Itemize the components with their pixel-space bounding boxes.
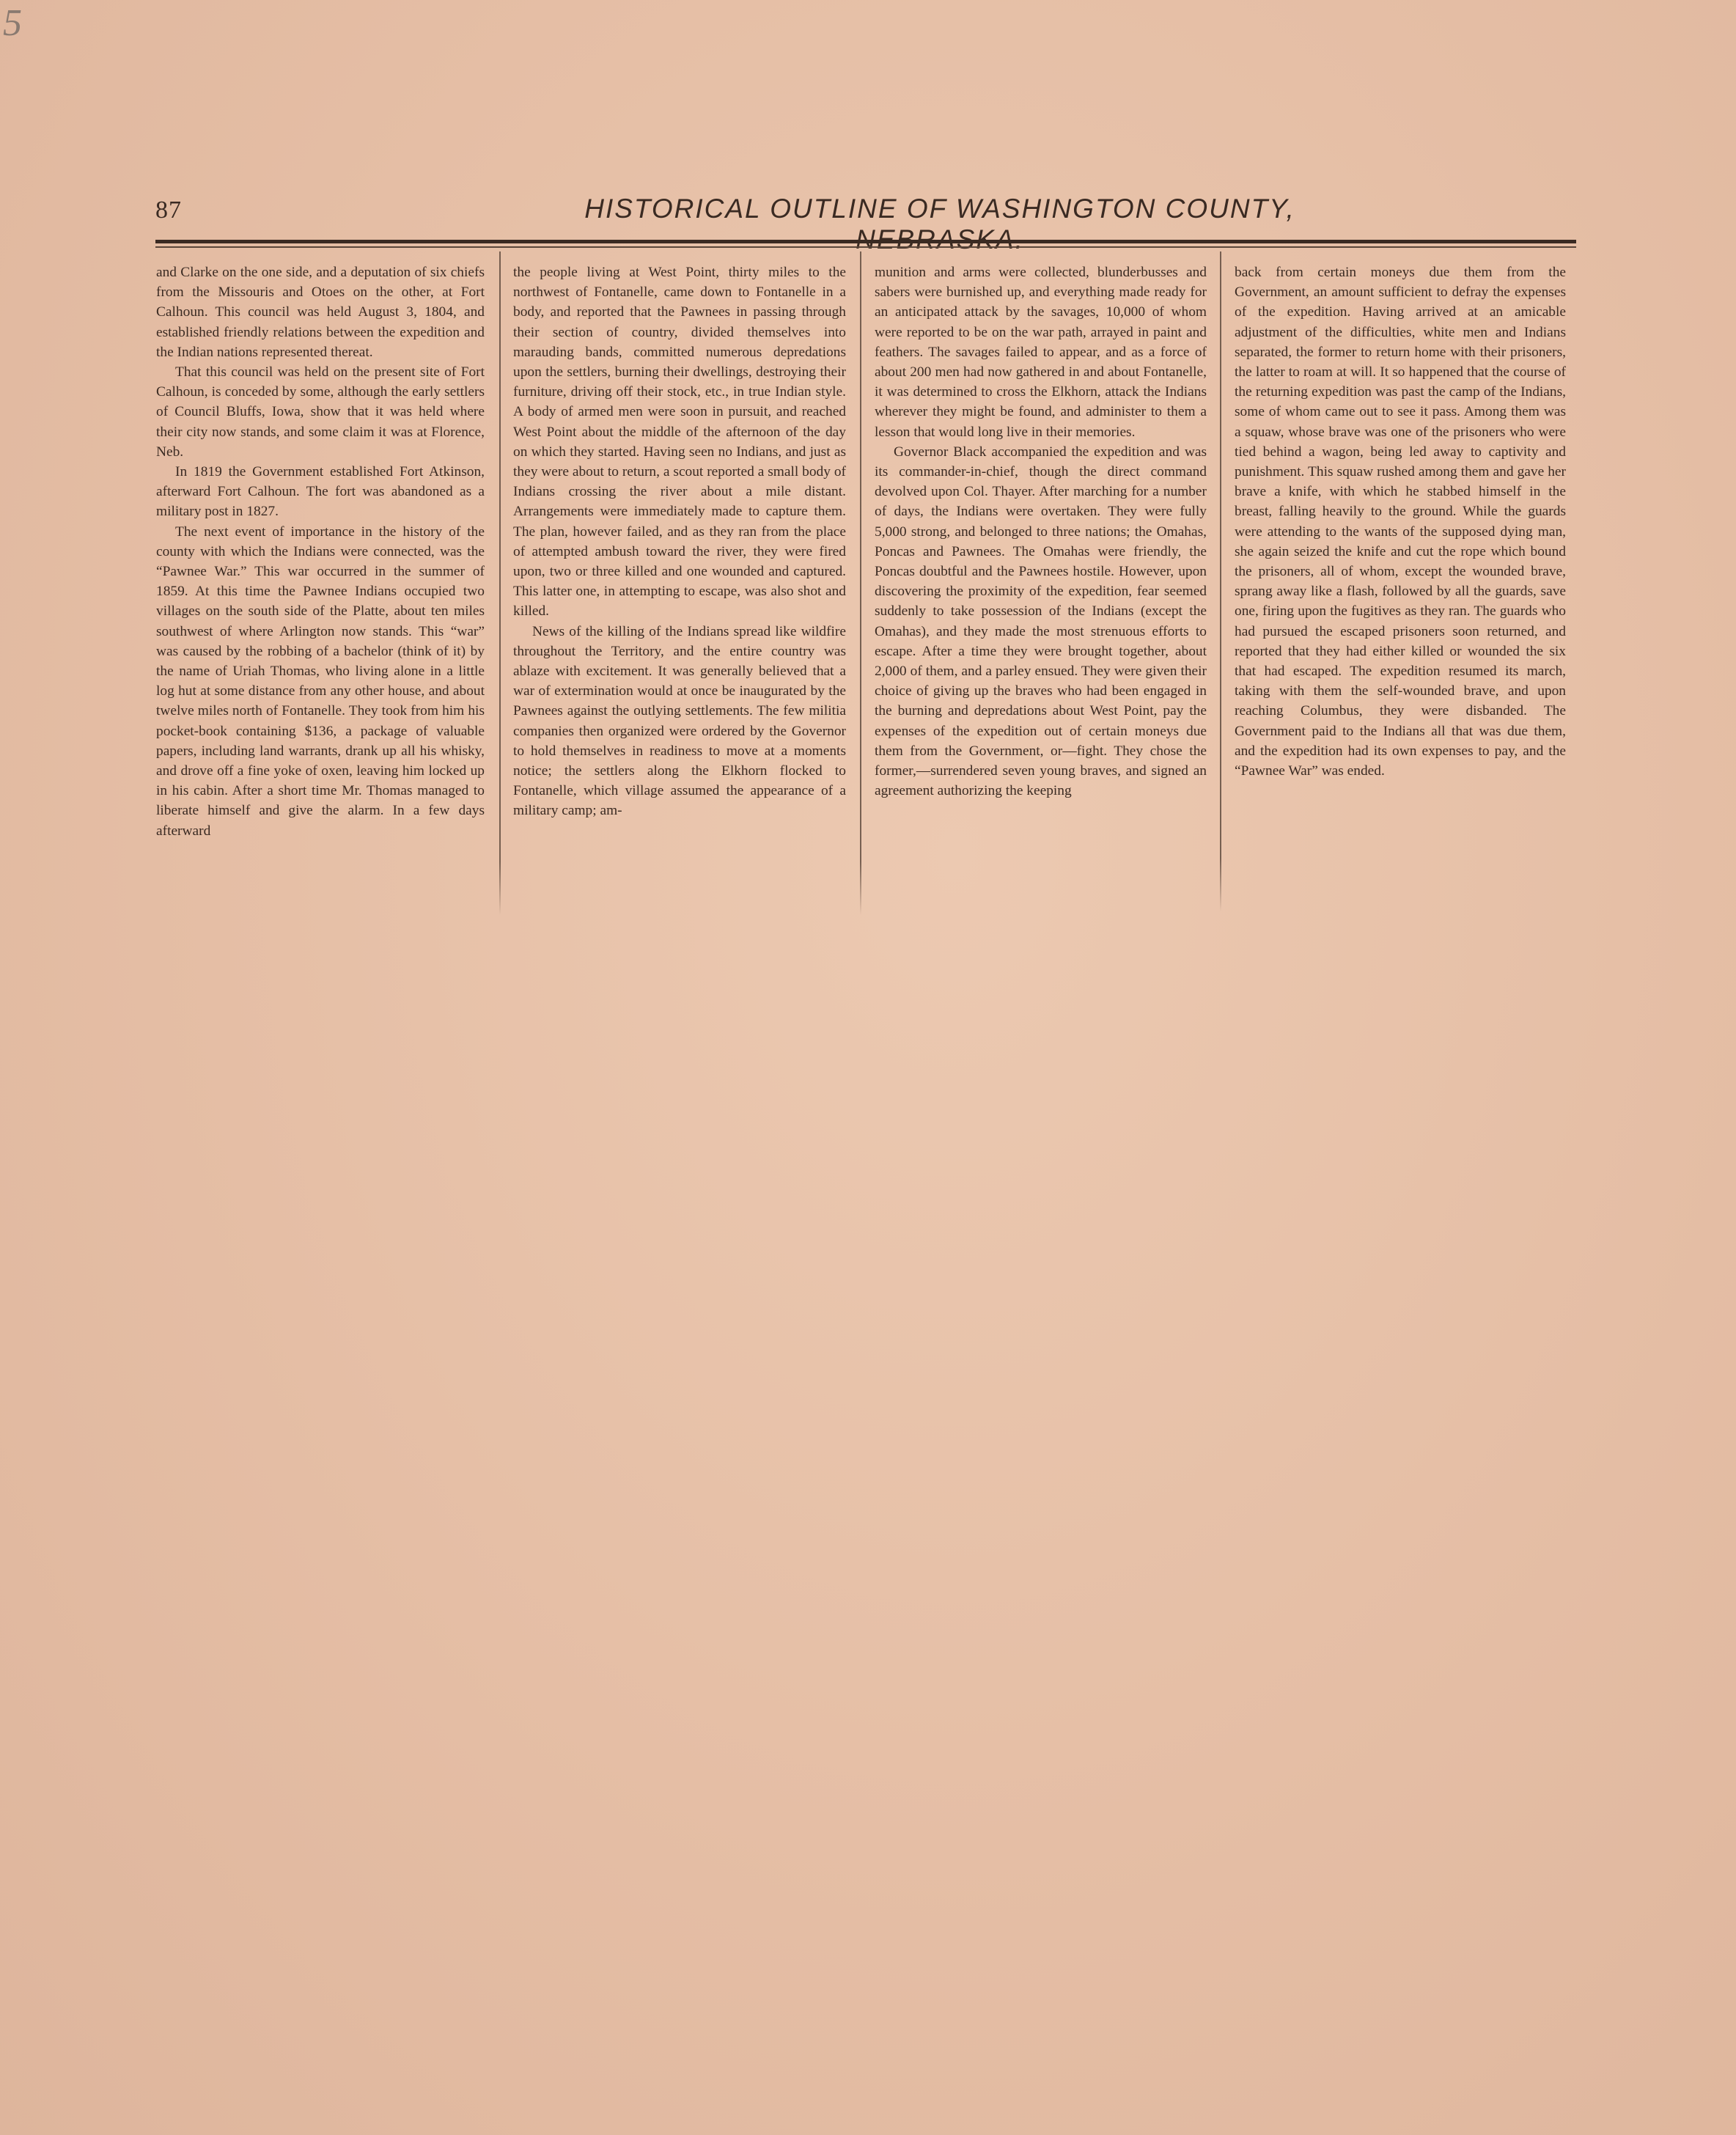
- header-rule-thick: [155, 240, 1576, 243]
- text-column-2: [513, 262, 846, 821]
- paragraph: Governor Black accompanied the expedition and was its commander-in-chief, though the direct command devolved upon Col. Thayer. After marching for a number of days, the Indians were overtaken. They were fully 5,000 strong, and belonged to three nations; the Omahas, Poncas and Pawnees. The Omahas were friendly, the Poncas doubtful and the Pawnees hostile. However, upon discovering the proximity of the expedition, fear seemed suddenly to take possession of the Indians (except the Omahas), and they made the most strenuous efforts to escape. After a time they were brought together, about 2,000 of them, and a parley ensued. They were given their choice of giving up the braves who had been engaged in the burning and depredations about West Point, pay the expenses of the expedition out of certain moneys due them from the Government, or—fight. They chose the former,—surrendered seven young braves, and signed an agreement authorizing the keeping: [875, 444, 1207, 799]
- running-title: HISTORICAL OUTLINE OF WASHINGTON COUNTY,: [584, 194, 1295, 224]
- text-column-4: [1235, 262, 1566, 781]
- column-divider: [1220, 251, 1221, 911]
- paragraph: The next event of importance in the history of the county with which the Indians were connected, was the “Pawnee War.” This war occurred in the summer of 1859. At this time the Pawnee Indians occupied two villages on the south side of the Platte, about ten miles southwest of where Arlington now stands. This “war” was caused by the robbing of a bachelor (think of it) by the name of Uriah Thomas, who living alone in a little log hut at some distance from any other house, and about twelve miles north of Fontanelle. They took from him his pocket-book containing $136, a package of valuable papers, including land warrants, drank up all his whisky, and drove off a fine yoke of oxen, leaving him locked up in his cabin. After a short time Mr. Thomas managed to liberate himself and give the alarm. In a few days afterward: [156, 523, 485, 839]
- paragraph: and Clarke on the one side, and a deputation of six chiefs from the Missouris and Otoes on the other, at Fort Calhoun. This council was held August 3, 1804, and established friendly relations between the expedition and the Indian nations represented thereat.: [156, 265, 485, 360]
- text-column-1: [156, 262, 485, 841]
- paragraph: In 1819 the Government established Fort Atkinson, afterward Fort Calhoun. The fort was abandoned as a military post in 1827.: [156, 464, 485, 520]
- margin-mark: 5: [3, 2, 22, 44]
- header-rule-thin: [155, 246, 1576, 248]
- paragraph: munition and arms were collected, blunderbusses and sabers were burnished up, and everything made ready for an anticipated attack by the savages, 10,000 of whom were reported to be on the war path, arrayed in paint and feathers. The savages failed to appear, and as a force of about 200 men had now gathered in and about Fontanelle, it was determined to cross the Elkhorn, attack the Indians wherever they might be found, and administer to them a lesson that would long live in their memories.: [875, 265, 1207, 440]
- paragraph: That this council was held on the present site of Fort Calhoun, is conceded by some, although the early settlers of Council Bluffs, Iowa, show that it was held where their city now stands, and some claim it was at Florence, Neb.: [156, 364, 485, 460]
- paragraph: back from certain moneys due them from the Government, an amount sufficient to defray the expenses of the expedition. Having arrived at an amicable adjustment of the difficulties, white men and Indians separated, the former to return home with their prisoners, the latter to roam at will. It so happened that the course of the returning expedition was past the camp of the Indians, some of whom came out to see it pass. Among them was a squaw, whose brave was one of the prisoners who were tied behind a wagon, being led away to captivity and punishment. This squaw rushed among them and gave her brave a knife, with which he stabbed himself in the breast, falling heavily to the ground. While the guards were attending to the wants of the supposed dying man, she again seized the knife and cut the rope which bound the prisoners, all of whom, except the wounded brave, sprang away like a flash, followed by all the guards, save one, firing upon the fugitives as they ran. The guards who had pursued the escaped prisoners soon returned, and reported that they had either killed or wounded the six that had escaped. The expedition resumed its march, taking with them the self-wounded brave, and upon reaching Columbus, they were disbanded. The Government paid to the Indians all that was due them, and the expedition had its own expenses to pay, and the “Pawnee War” was ended.: [1235, 265, 1566, 779]
- column-divider: [499, 251, 501, 915]
- text-column-3: [875, 262, 1207, 801]
- paragraph: News of the killing of the Indians spread like wildfire throughout the Territory, and the entire country was ablaze with excitement. It was generally believed that a war of extermination would at once be inaugurated by the Pawnees against the outlying settlements. The few militia companies then organized were ordered by the Governor to hold themselves in readiness to move at a moments notice; the settlers along the Elkhorn flocked to Fontanelle, which village assumed the appearance of a military camp; am-: [513, 623, 846, 819]
- page-header: [155, 192, 1578, 232]
- column-divider: [860, 251, 861, 915]
- page-number: 87: [155, 196, 182, 224]
- paragraph: the people living at West Point, thirty miles to the northwest of Fontanelle, came down to Fontanelle in a body, and reported that the Pawnees in passing through their section of country, divided themselves into marauding bands, committed numerous depredations upon the settlers, burning their dwellings, destroying their furniture, driving off their stock, etc., in true Indian style. A body of armed men were soon in pursuit, and reached West Point about the middle of the afternoon of the day on which they started. Having seen no Indians, and just as they were about to return, a scout reported a small body of Indians crossing the river about a mile distant. Arrangements were immediately made to capture them. The plan, however failed, and as they ran from the place of attempted ambush toward the river, they were fired upon, two or three killed and one wounded and captured. This latter one, in attempting to escape, was also shot and killed.: [513, 265, 846, 620]
